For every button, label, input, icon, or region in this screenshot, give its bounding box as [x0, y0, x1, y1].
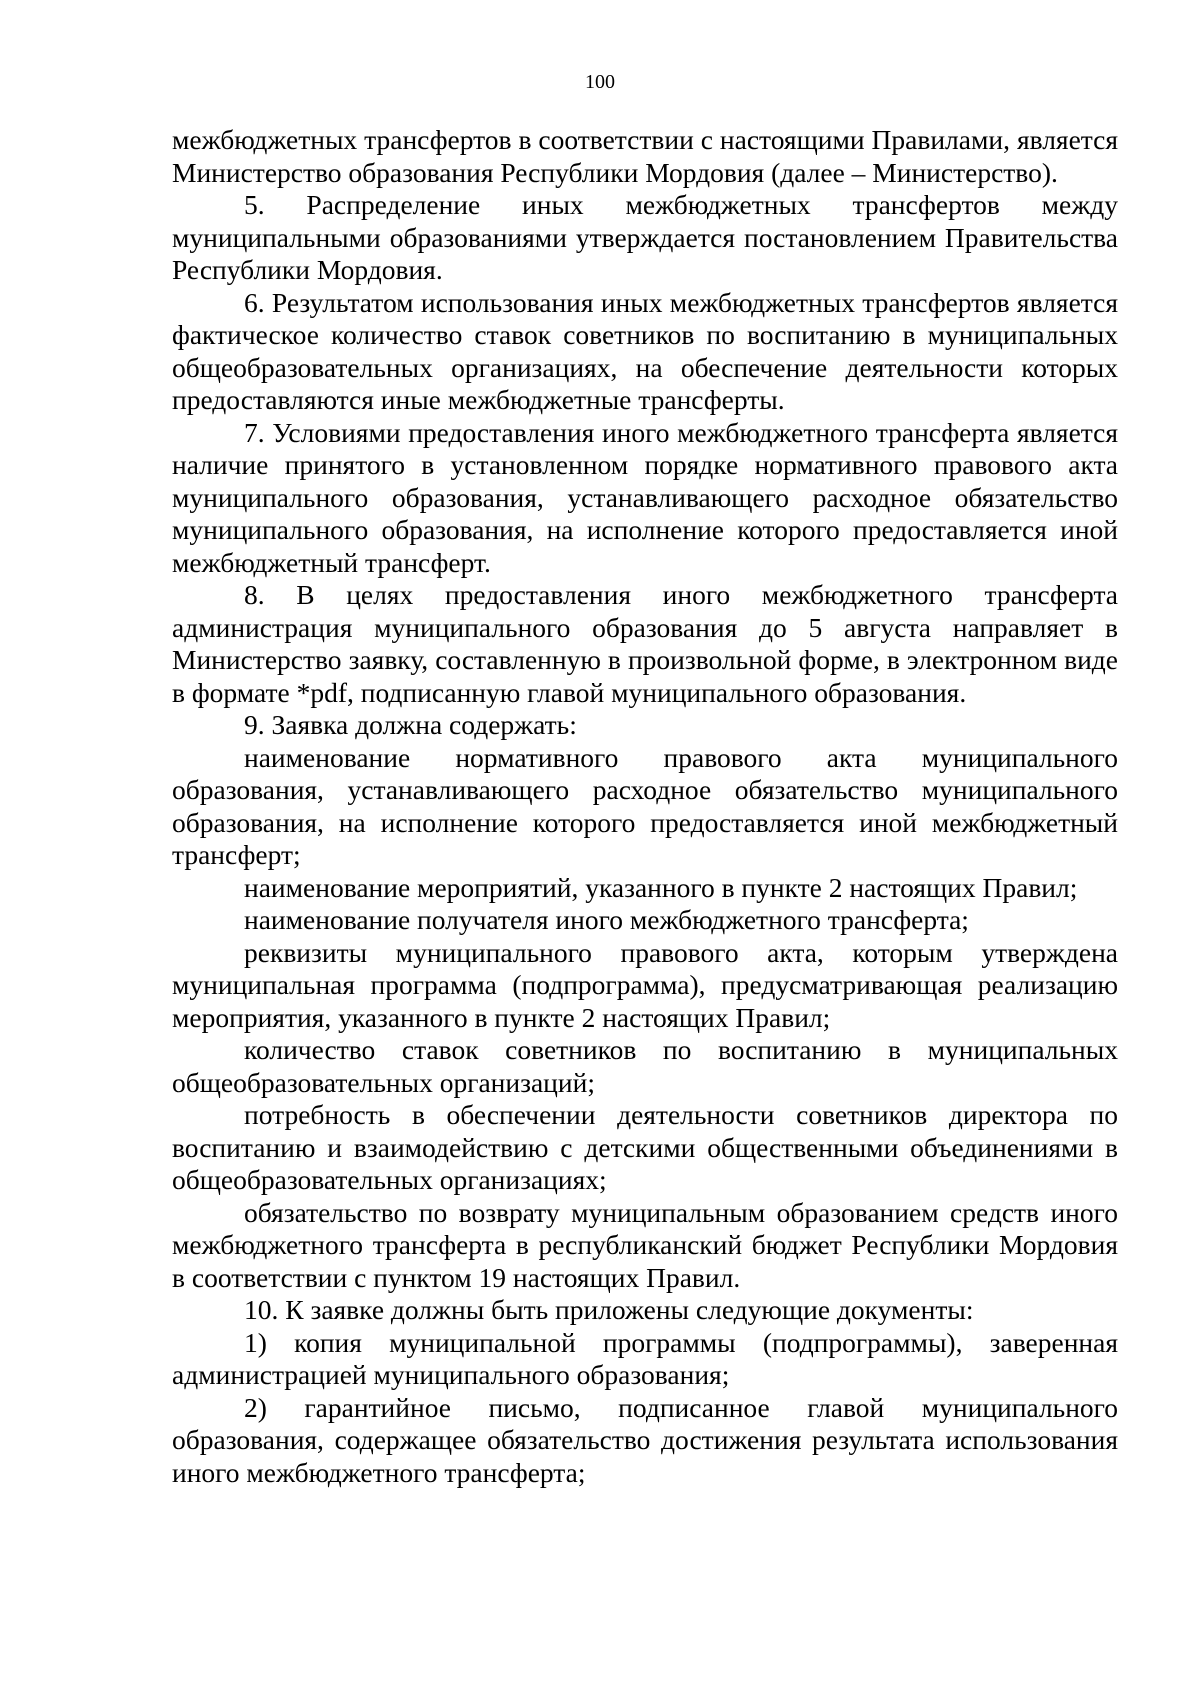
paragraph: 2) гарантийное письмо, подписанное главой муниципального образования, содержащее обязательство достижения результата использования иного межбюджетного трансферта;: [172, 1391, 1118, 1488]
paragraph: 5. Распределение иных межбюджетных трансфертов между муниципальными образованиями утверждается постановлением Правительства Республики Мордовия.: [172, 189, 1118, 285]
paragraph: 7. Условиями предоставления иного межбюджетного трансферта является наличие принятого в установленном порядке нормативного правового акта муниципального образования, устанавливающего расходное обязательство муниципального образования, на исполнение которого предоставляется иной межбюджетный трансферт.: [172, 416, 1118, 578]
page-number: 100: [585, 71, 615, 93]
paragraph: 8. В целях предоставления иного межбюджетного трансферта администрация муниципального образования до 5 августа направляет в Министерство заявку, составленную в произвольной форме, в электронном виде в формате *pdf, подписанную главой муниципального образования.: [172, 579, 1118, 708]
paragraph: наименование мероприятий, указанного в пункте 2 настоящих Правил;: [244, 871, 1078, 903]
paragraph: 10. К заявке должны быть приложены следующие документы:: [244, 1294, 974, 1325]
paragraph: наименование получателя иного межбюджетного трансферта;: [244, 904, 969, 935]
paragraph: межбюджетных трансфертов в соответствии с настоящими Правилами, является Министерство образования Республики Мордовия (далее – Министерство).: [172, 124, 1118, 188]
paragraph: наименование нормативного правового акта муниципального образования, устанавливающего расходное обязательство муниципального образования, на исполнение которого предоставляется иной межбюджетный трансферт;: [172, 741, 1118, 870]
paragraph: 1) копия муниципальной программы (подпрограммы), заверенная администрацией муниципального образования;: [172, 1326, 1118, 1390]
paragraph: 6. Результатом использования иных межбюджетных трансфертов является фактическое количество ставок советников по воспитанию в муниципальных общеобразовательных организациях, на обеспечение деятельности которых предоставляются иные межбюджетные трансферты.: [172, 286, 1118, 415]
paragraph: 9. Заявка должна содержать:: [244, 709, 577, 740]
paragraph: потребность в обеспечении деятельности советников директора по воспитанию и взаимодействию с детскими общественными объединениями в общеобразовательных организациях;: [172, 1099, 1118, 1195]
paragraph: реквизиты муниципального правового акта, которым утверждена муниципальная программа (подпрограмма), предусматривающая реализацию мероприятия, указанного в пункте 2 настоящих Правил;: [172, 936, 1118, 1033]
document-body: [172, 124, 1118, 1489]
paragraph: обязательство по возврату муниципальным образованием средств иного межбюджетного трансферта в республиканский бюджет Республики Мордовия в соответствии с пунктом 19 настоящих Правил.: [172, 1196, 1118, 1293]
paragraph: количество ставок советников по воспитанию в муниципальных общеобразовательных организаций;: [172, 1034, 1118, 1098]
